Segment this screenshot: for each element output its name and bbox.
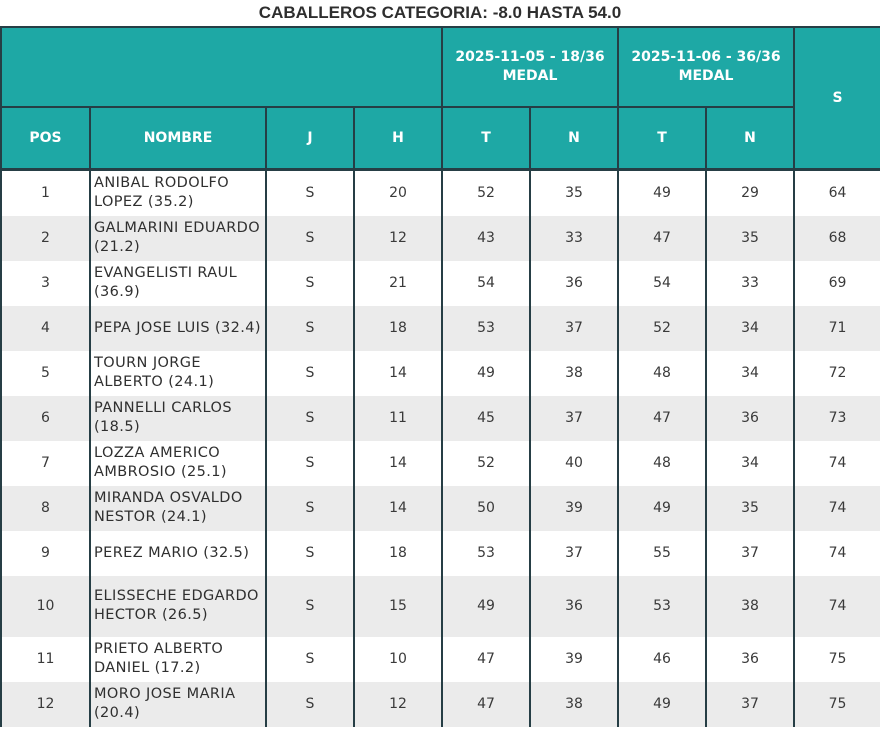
cell-s: 68 bbox=[794, 216, 880, 261]
cell-n2: 35 bbox=[706, 486, 794, 531]
cell-j: S bbox=[266, 216, 354, 261]
table-row bbox=[1, 351, 880, 396]
col-header-nombre[interactable]: NOMBRE bbox=[90, 107, 266, 169]
cell-t1: 47 bbox=[442, 682, 530, 727]
round-1-header bbox=[442, 27, 618, 107]
table-row bbox=[1, 216, 880, 261]
cell-t2: 46 bbox=[618, 637, 706, 682]
cell-j: S bbox=[266, 441, 354, 486]
cell-n1: 37 bbox=[530, 531, 618, 576]
cell-n2: 29 bbox=[706, 169, 794, 216]
col-header-t1[interactable]: T bbox=[442, 107, 530, 169]
cell-n2: 34 bbox=[706, 441, 794, 486]
cell-pos: 12 bbox=[1, 682, 90, 727]
cell-t2: 49 bbox=[618, 169, 706, 216]
cell-n1: 38 bbox=[530, 351, 618, 396]
cell-pos: 3 bbox=[1, 261, 90, 306]
cell-t1: 53 bbox=[442, 306, 530, 351]
header-blank bbox=[1, 27, 442, 107]
cell-pos: 2 bbox=[1, 216, 90, 261]
cell-j: S bbox=[266, 306, 354, 351]
cell-s: 69 bbox=[794, 261, 880, 306]
col-header-pos[interactable]: POS bbox=[1, 107, 90, 169]
cell-t1: 47 bbox=[442, 637, 530, 682]
cell-n1: 38 bbox=[530, 682, 618, 727]
table-row bbox=[1, 396, 880, 441]
cell-n2: 37 bbox=[706, 682, 794, 727]
cell-n1: 37 bbox=[530, 396, 618, 441]
cell-n2: 36 bbox=[706, 637, 794, 682]
cell-h: 21 bbox=[354, 261, 442, 306]
cell-pos: 1 bbox=[1, 169, 90, 216]
cell-t1: 53 bbox=[442, 531, 530, 576]
cell-j: S bbox=[266, 396, 354, 441]
cell-n1: 40 bbox=[530, 441, 618, 486]
table-row bbox=[1, 486, 880, 531]
cell-name: MIRANDA OSVALDO NESTOR (24.1) bbox=[90, 486, 266, 531]
cell-name: ELISSECHE EDGARDO HECTOR (26.5) bbox=[90, 576, 266, 637]
cell-s: 64 bbox=[794, 169, 880, 216]
cell-s: 74 bbox=[794, 441, 880, 486]
cell-s: 73 bbox=[794, 396, 880, 441]
cell-pos: 8 bbox=[1, 486, 90, 531]
cell-pos: 4 bbox=[1, 306, 90, 351]
table-row bbox=[1, 261, 880, 306]
cell-s: 72 bbox=[794, 351, 880, 396]
cell-h: 12 bbox=[354, 682, 442, 727]
cell-n1: 39 bbox=[530, 637, 618, 682]
cell-n1: 33 bbox=[530, 216, 618, 261]
col-header-n2[interactable]: N bbox=[706, 107, 794, 169]
table-row bbox=[1, 682, 880, 727]
cell-t2: 48 bbox=[618, 351, 706, 396]
cell-n1: 36 bbox=[530, 261, 618, 306]
cell-t2: 49 bbox=[618, 486, 706, 531]
cell-t1: 52 bbox=[442, 169, 530, 216]
cell-t2: 54 bbox=[618, 261, 706, 306]
leaderboard-table bbox=[0, 26, 880, 727]
cell-t1: 52 bbox=[442, 441, 530, 486]
cell-j: S bbox=[266, 682, 354, 727]
cell-t1: 49 bbox=[442, 576, 530, 637]
cell-t1: 50 bbox=[442, 486, 530, 531]
cell-pos: 9 bbox=[1, 531, 90, 576]
round-2-header bbox=[618, 27, 794, 107]
table-row bbox=[1, 306, 880, 351]
cell-n2: 36 bbox=[706, 396, 794, 441]
cell-j: S bbox=[266, 261, 354, 306]
table-row bbox=[1, 531, 880, 576]
cell-n2: 34 bbox=[706, 306, 794, 351]
cell-name: ANIBAL RODOLFO LOPEZ (35.2) bbox=[90, 169, 266, 216]
cell-h: 14 bbox=[354, 351, 442, 396]
cell-s: 74 bbox=[794, 531, 880, 576]
cell-t1: 43 bbox=[442, 216, 530, 261]
cell-pos: 11 bbox=[1, 637, 90, 682]
cell-h: 12 bbox=[354, 216, 442, 261]
cell-n2: 38 bbox=[706, 576, 794, 637]
cell-t1: 45 bbox=[442, 396, 530, 441]
cell-n1: 35 bbox=[530, 169, 618, 216]
cell-j: S bbox=[266, 576, 354, 637]
cell-n2: 34 bbox=[706, 351, 794, 396]
cell-name: PEPA JOSE LUIS (32.4) bbox=[90, 306, 266, 351]
cell-t2: 55 bbox=[618, 531, 706, 576]
round-2-type: MEDAL bbox=[678, 68, 734, 84]
cell-t2: 47 bbox=[618, 396, 706, 441]
cell-h: 10 bbox=[354, 637, 442, 682]
col-header-t2[interactable]: T bbox=[618, 107, 706, 169]
col-header-h[interactable]: H bbox=[354, 107, 442, 169]
cell-n2: 33 bbox=[706, 261, 794, 306]
cell-pos: 10 bbox=[1, 576, 90, 637]
cell-h: 14 bbox=[354, 441, 442, 486]
title-text: CABALLEROS CATEGORIA: -8.0 HASTA 54.0 bbox=[258, 3, 622, 22]
cell-h: 18 bbox=[354, 531, 442, 576]
cell-pos: 7 bbox=[1, 441, 90, 486]
cell-name: PANNELLI CARLOS (18.5) bbox=[90, 396, 266, 441]
table-row bbox=[1, 637, 880, 682]
cell-n1: 37 bbox=[530, 306, 618, 351]
cell-name: TOURN JORGE ALBERTO (24.1) bbox=[90, 351, 266, 396]
cell-j: S bbox=[266, 486, 354, 531]
cell-pos: 6 bbox=[1, 396, 90, 441]
cell-s: 74 bbox=[794, 576, 880, 637]
table-row bbox=[1, 169, 880, 216]
cell-j: S bbox=[266, 169, 354, 216]
cell-j: S bbox=[266, 531, 354, 576]
col-header-n1[interactable]: N bbox=[530, 107, 618, 169]
cell-t2: 47 bbox=[618, 216, 706, 261]
cell-h: 11 bbox=[354, 396, 442, 441]
cell-name: EVANGELISTI RAUL (36.9) bbox=[90, 261, 266, 306]
col-header-j[interactable]: J bbox=[266, 107, 354, 169]
cell-name: PEREZ MARIO (32.5) bbox=[90, 531, 266, 576]
cell-name: MORO JOSE MARIA (20.4) bbox=[90, 682, 266, 727]
cell-h: 18 bbox=[354, 306, 442, 351]
cell-t2: 48 bbox=[618, 441, 706, 486]
cell-t1: 54 bbox=[442, 261, 530, 306]
cell-t2: 49 bbox=[618, 682, 706, 727]
cell-j: S bbox=[266, 351, 354, 396]
cell-pos: 5 bbox=[1, 351, 90, 396]
col-header-s[interactable]: S bbox=[794, 27, 880, 169]
page-title bbox=[0, 0, 880, 26]
round-1-date: 2025-11-05 - 18/36 bbox=[455, 49, 605, 65]
cell-s: 75 bbox=[794, 637, 880, 682]
cell-j: S bbox=[266, 637, 354, 682]
cell-name: PRIETO ALBERTO DANIEL (17.2) bbox=[90, 637, 266, 682]
cell-t1: 49 bbox=[442, 351, 530, 396]
cell-n2: 35 bbox=[706, 216, 794, 261]
cell-h: 14 bbox=[354, 486, 442, 531]
cell-h: 20 bbox=[354, 169, 442, 216]
cell-name: LOZZA AMERICO AMBROSIO (25.1) bbox=[90, 441, 266, 486]
table-row bbox=[1, 441, 880, 486]
cell-s: 74 bbox=[794, 486, 880, 531]
cell-t2: 52 bbox=[618, 306, 706, 351]
round-2-date: 2025-11-06 - 36/36 bbox=[631, 49, 781, 65]
cell-n2: 37 bbox=[706, 531, 794, 576]
round-1-type: MEDAL bbox=[502, 68, 558, 84]
cell-n1: 36 bbox=[530, 576, 618, 637]
cell-name: GALMARINI EDUARDO (21.2) bbox=[90, 216, 266, 261]
table-row bbox=[1, 576, 880, 637]
cell-h: 15 bbox=[354, 576, 442, 637]
cell-s: 71 bbox=[794, 306, 880, 351]
cell-t2: 53 bbox=[618, 576, 706, 637]
cell-s: 75 bbox=[794, 682, 880, 727]
cell-n1: 39 bbox=[530, 486, 618, 531]
